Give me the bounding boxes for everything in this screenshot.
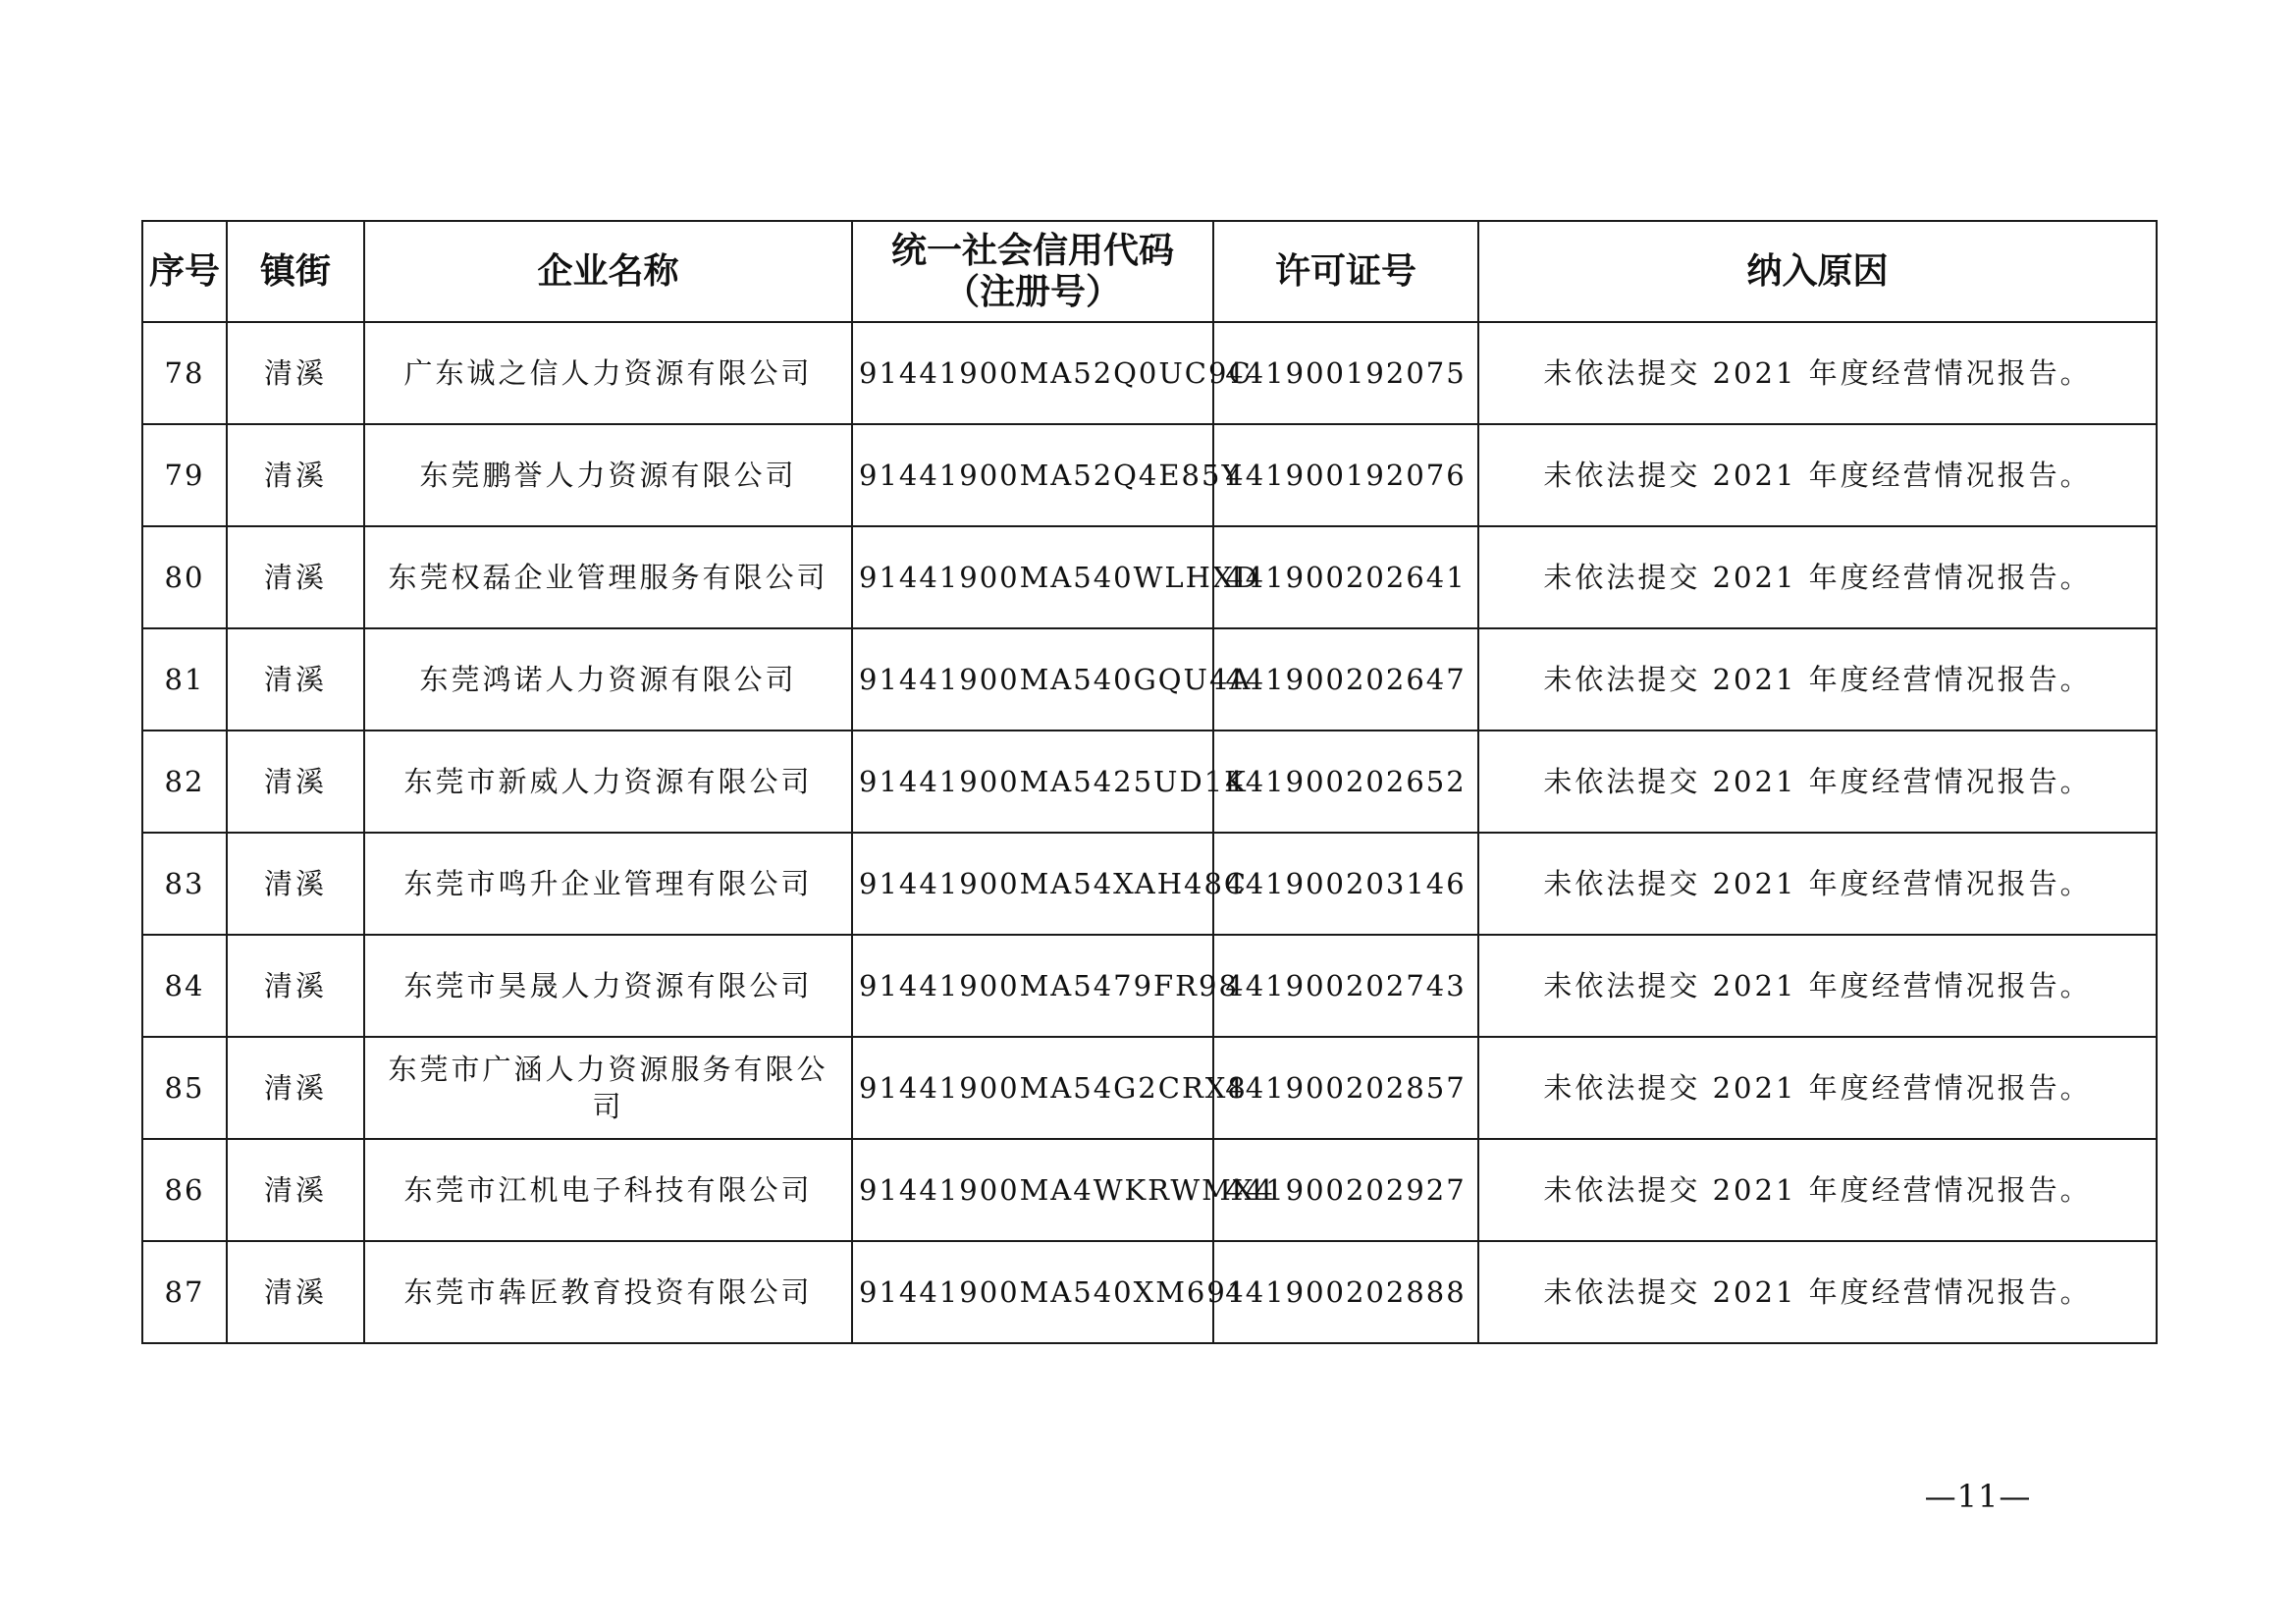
cell-license: 441900202743 <box>1213 935 1478 1037</box>
cell-credit-code: 91441900MA540GQU4A <box>852 628 1213 731</box>
table-row <box>142 628 2157 731</box>
cell-credit-code: 91441900MA4WKRWMX4 <box>852 1139 1213 1241</box>
cell-license: 441900202641 <box>1213 526 1478 628</box>
cell-credit-code: 91441900MA5425UD1K <box>852 731 1213 833</box>
header-row <box>142 221 2157 322</box>
cell-seq: 79 <box>142 424 227 526</box>
cell-credit-code: 91441900MA52Q0UC9C <box>852 322 1213 424</box>
cell-company: 东莞鹏誉人力资源有限公司 <box>364 424 852 526</box>
table-row <box>142 1139 2157 1241</box>
cell-seq: 86 <box>142 1139 227 1241</box>
header-company: 企业名称 <box>364 221 852 322</box>
cell-credit-code: 91441900MA540XM691 <box>852 1241 1213 1343</box>
cell-town: 清溪 <box>227 1241 364 1343</box>
cell-reason: 未依法提交 2021 年度经营情况报告。 <box>1478 1241 2157 1343</box>
cell-license: 441900202647 <box>1213 628 1478 731</box>
cell-seq: 78 <box>142 322 227 424</box>
cell-seq: 85 <box>142 1037 227 1139</box>
cell-town: 清溪 <box>227 731 364 833</box>
cell-reason: 未依法提交 2021 年度经营情况报告。 <box>1478 935 2157 1037</box>
cell-credit-code: 91441900MA5479FR98 <box>852 935 1213 1037</box>
table-row <box>142 1241 2157 1343</box>
cell-town: 清溪 <box>227 1037 364 1139</box>
cell-reason: 未依法提交 2021 年度经营情况报告。 <box>1478 628 2157 731</box>
cell-credit-code: 91441900MA540WLHXD <box>852 526 1213 628</box>
cell-company: 东莞市江机电子科技有限公司 <box>364 1139 852 1241</box>
cell-license: 441900203146 <box>1213 833 1478 935</box>
cell-seq: 87 <box>142 1241 227 1343</box>
table-body <box>142 322 2157 1343</box>
cell-seq: 81 <box>142 628 227 731</box>
cell-license: 441900192075 <box>1213 322 1478 424</box>
cell-company: 东莞市昊晟人力资源有限公司 <box>364 935 852 1037</box>
table-row <box>142 526 2157 628</box>
cell-reason: 未依法提交 2021 年度经营情况报告。 <box>1478 424 2157 526</box>
header-reason: 纳入原因 <box>1478 221 2157 322</box>
header-seq: 序号 <box>142 221 227 322</box>
cell-seq: 84 <box>142 935 227 1037</box>
cell-company: 东莞市鸣升企业管理有限公司 <box>364 833 852 935</box>
cell-credit-code: 91441900MA54XAH48C <box>852 833 1213 935</box>
cell-reason: 未依法提交 2021 年度经营情况报告。 <box>1478 1139 2157 1241</box>
header-town: 镇街 <box>227 221 364 322</box>
cell-license: 441900192076 <box>1213 424 1478 526</box>
cell-license: 441900202857 <box>1213 1037 1478 1139</box>
cell-town: 清溪 <box>227 1139 364 1241</box>
cell-company: 东莞市广涵人力资源服务有限公司 <box>364 1037 852 1139</box>
header-credit-code: 统一社会信用代码（注册号） <box>852 221 1213 322</box>
cell-company: 东莞市新威人力资源有限公司 <box>364 731 852 833</box>
cell-company: 东莞市犇匠教育投资有限公司 <box>364 1241 852 1343</box>
table-row <box>142 833 2157 935</box>
cell-reason: 未依法提交 2021 年度经营情况报告。 <box>1478 322 2157 424</box>
cell-company: 东莞鸿诺人力资源有限公司 <box>364 628 852 731</box>
cell-credit-code: 91441900MA52Q4E85Y <box>852 424 1213 526</box>
table-row <box>142 935 2157 1037</box>
cell-company: 东莞权磊企业管理服务有限公司 <box>364 526 852 628</box>
cell-seq: 82 <box>142 731 227 833</box>
page-number: —11— <box>1924 1478 2032 1515</box>
cell-reason: 未依法提交 2021 年度经营情况报告。 <box>1478 731 2157 833</box>
cell-seq: 83 <box>142 833 227 935</box>
table-row <box>142 424 2157 526</box>
cell-credit-code: 91441900MA54G2CRX8 <box>852 1037 1213 1139</box>
table-row <box>142 1037 2157 1139</box>
table-row <box>142 731 2157 833</box>
table-header <box>142 221 2157 322</box>
enterprise-list-table <box>141 220 2158 1344</box>
cell-town: 清溪 <box>227 628 364 731</box>
cell-town: 清溪 <box>227 322 364 424</box>
cell-town: 清溪 <box>227 526 364 628</box>
cell-seq: 80 <box>142 526 227 628</box>
cell-town: 清溪 <box>227 833 364 935</box>
cell-town: 清溪 <box>227 935 364 1037</box>
cell-license: 441900202927 <box>1213 1139 1478 1241</box>
cell-license: 441900202652 <box>1213 731 1478 833</box>
table-row <box>142 322 2157 424</box>
cell-town: 清溪 <box>227 424 364 526</box>
cell-reason: 未依法提交 2021 年度经营情况报告。 <box>1478 833 2157 935</box>
cell-reason: 未依法提交 2021 年度经营情况报告。 <box>1478 526 2157 628</box>
cell-license: 441900202888 <box>1213 1241 1478 1343</box>
header-license: 许可证号 <box>1213 221 1478 322</box>
cell-reason: 未依法提交 2021 年度经营情况报告。 <box>1478 1037 2157 1139</box>
cell-company: 广东诚之信人力资源有限公司 <box>364 322 852 424</box>
